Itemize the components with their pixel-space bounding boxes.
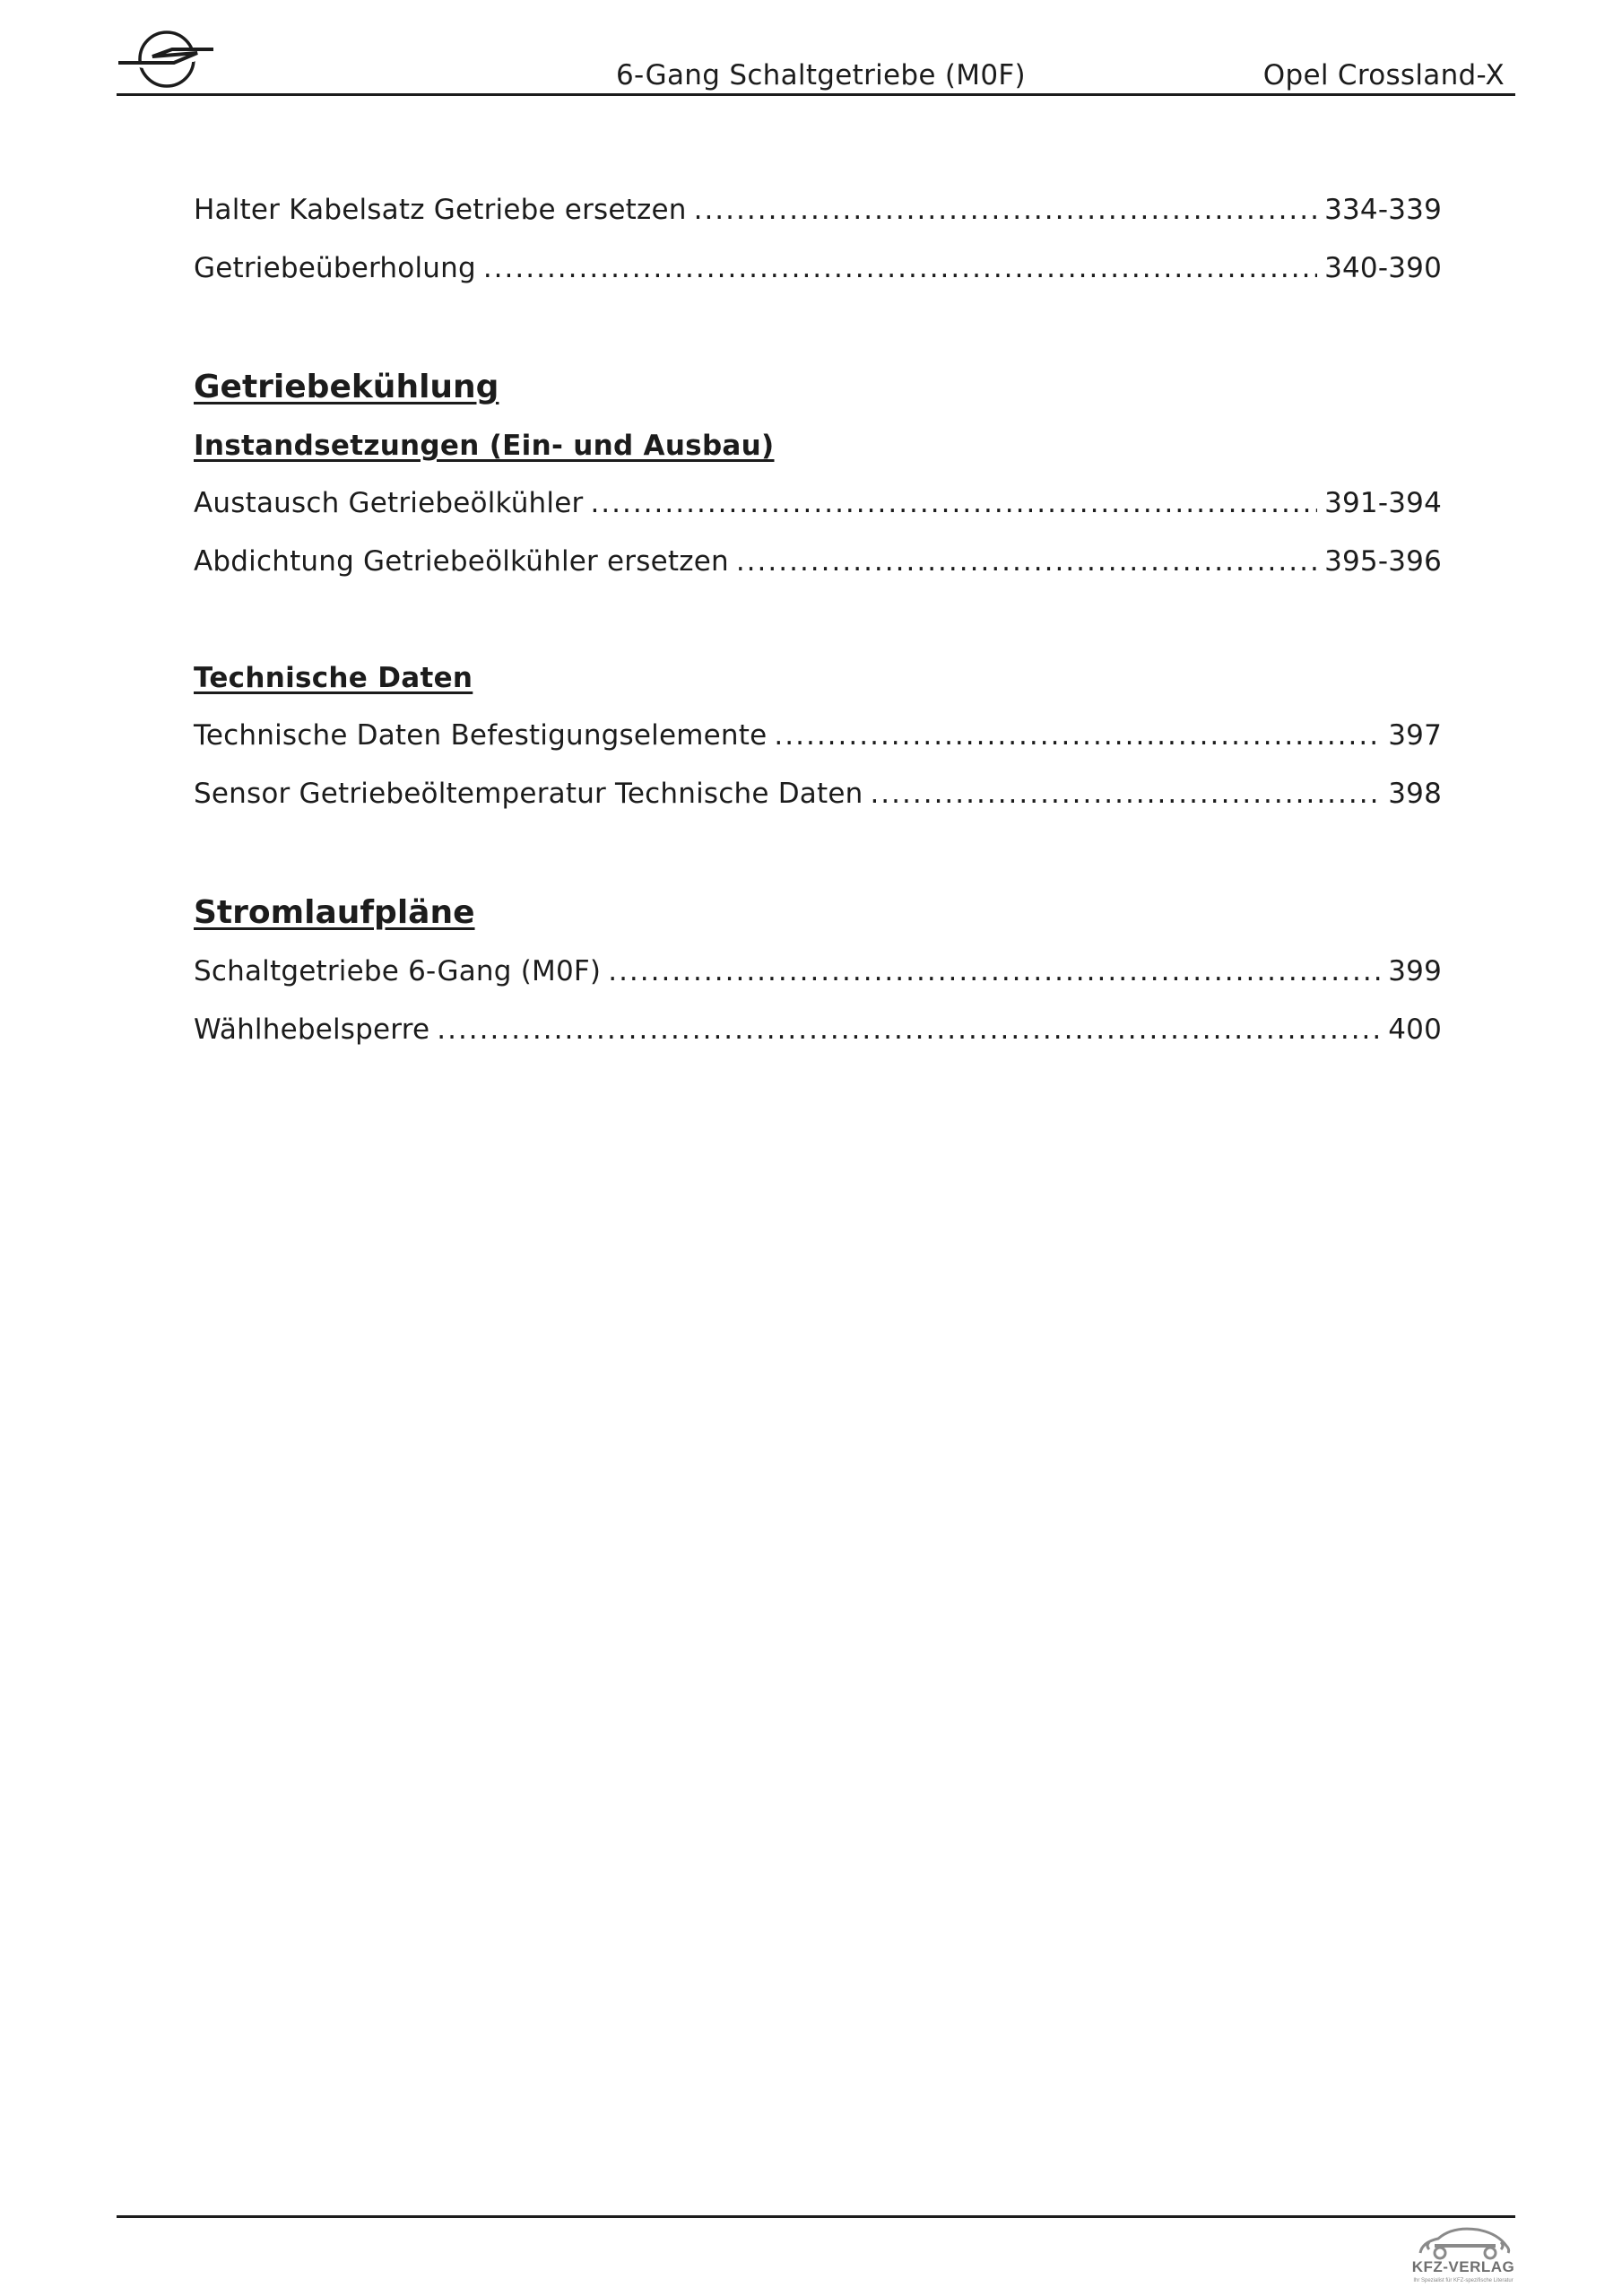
publisher-name: KFZ-VERLAG	[1411, 2258, 1515, 2275]
toc-entry[interactable]	[194, 778, 1442, 813]
dot-leader	[774, 719, 1381, 752]
publisher-tagline: Ihr Spezialist für KFZ-spezifische Literatur	[1413, 2278, 1514, 2283]
toc-entry-title: Getriebeüberholung	[194, 252, 476, 284]
section-heading-getriebekuehlung: Getriebekühlung	[194, 369, 499, 405]
dot-leader	[437, 1013, 1381, 1046]
toc-entry[interactable]	[194, 252, 1442, 288]
kfz-verlag-car-wrench-icon	[1408, 2222, 1519, 2262]
toc-entry-page: 334-339	[1324, 194, 1442, 226]
footer-divider	[117, 2215, 1515, 2218]
subsection-heading-instandsetzungen: Instandsetzungen (Ein- und Ausbau)	[194, 430, 775, 462]
toc-entry-title: Austausch Getriebeölkühler	[194, 487, 584, 519]
toc-entry-title: Abdichtung Getriebeölkühler ersetzen	[194, 545, 729, 578]
dot-leader	[870, 778, 1381, 810]
dot-leader	[608, 955, 1381, 987]
document-title: 6-Gang Schaltgetriebe (M0F)	[616, 59, 1026, 91]
toc-entry[interactable]	[194, 545, 1442, 581]
subsection-heading-technische-daten: Technische Daten	[194, 662, 473, 694]
dot-leader	[483, 252, 1317, 284]
opel-blitz-logo-icon	[117, 27, 217, 91]
toc-entry[interactable]	[194, 487, 1442, 523]
toc-entry-title: Sensor Getriebeöltemperatur Technische Daten	[194, 778, 863, 810]
header-divider	[117, 93, 1515, 96]
toc-entry[interactable]	[194, 1013, 1442, 1049]
toc-entry[interactable]	[194, 719, 1442, 755]
page-header	[117, 27, 1515, 95]
dot-leader	[694, 194, 1317, 226]
publisher-logo	[1408, 2222, 1519, 2291]
toc-entry[interactable]	[194, 955, 1442, 991]
toc-entry-title: Wählhebelsperre	[194, 1013, 430, 1046]
toc-entry-title: Halter Kabelsatz Getriebe ersetzen	[194, 194, 687, 226]
toc-entry-title: Technische Daten Befestigungselemente	[194, 719, 768, 752]
toc-entry-page: 395-396	[1324, 545, 1442, 578]
section-heading-stromlaufplaene: Stromlaufpläne	[194, 894, 475, 931]
dot-leader	[590, 487, 1317, 519]
toc-entry-page: 397	[1388, 719, 1442, 752]
toc-entry-page: 340-390	[1324, 252, 1442, 284]
toc-entry-page: 398	[1388, 778, 1442, 810]
toc-entry-page: 400	[1388, 1013, 1442, 1046]
dot-leader	[736, 545, 1317, 578]
toc-entry-page: 399	[1388, 955, 1442, 987]
toc-entry[interactable]	[194, 194, 1442, 230]
toc-entry-page: 391-394	[1324, 487, 1442, 519]
toc-entry-title: Schaltgetriebe 6-Gang (M0F)	[194, 955, 602, 987]
vehicle-model: Opel Crossland-X	[1262, 59, 1505, 91]
